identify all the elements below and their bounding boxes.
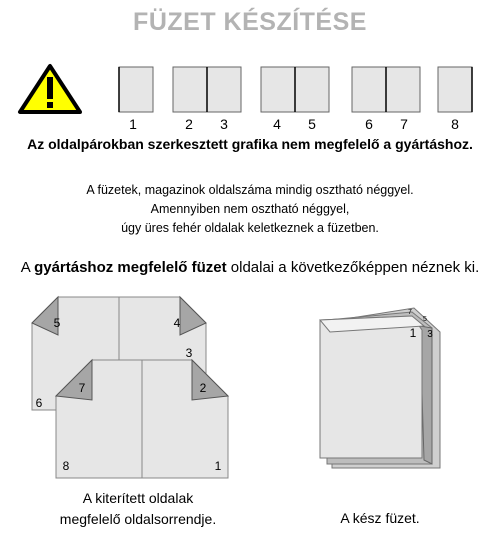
info-line-2: Amennyiben nem osztható néggyel, bbox=[150, 202, 350, 216]
info-line-1: A füzetek, magazinok oldalszáma mindig osztható néggyel. bbox=[86, 183, 414, 197]
front-sheet bbox=[56, 360, 228, 478]
page-spread-6-7 bbox=[352, 67, 420, 112]
spread-page-8: 8 bbox=[62, 459, 70, 473]
page-label-1: 1 bbox=[129, 116, 137, 132]
intro-bold: gyártáshoz megfelelő füzet bbox=[34, 259, 227, 276]
page-label-2: 2 bbox=[185, 116, 193, 132]
spread-page-6: 6 bbox=[35, 396, 43, 410]
info-text bbox=[0, 181, 500, 238]
spread-page-1: 1 bbox=[214, 459, 222, 473]
page-label-4: 4 bbox=[273, 116, 281, 132]
booklet-page-7: 7 bbox=[408, 309, 412, 316]
booklet-page-1: 1 bbox=[409, 326, 417, 340]
finished-booklet bbox=[320, 308, 440, 468]
caption-spread-line-1: A kiterített oldalak bbox=[82, 490, 194, 506]
intro-after: oldalai a következőképpen néznek ki. bbox=[226, 259, 480, 276]
page-single-1 bbox=[119, 67, 153, 112]
page-single-8 bbox=[438, 67, 472, 112]
page-title: FÜZET KÉSZÍTÉSE bbox=[133, 8, 367, 36]
caption-spread bbox=[18, 488, 258, 530]
caption-spread-line-2: megfelelő oldalsorrendje. bbox=[59, 511, 217, 527]
page-label-6: 6 bbox=[365, 116, 373, 132]
info-line-3: úgy üres fehér oldalak keletkeznek a füzetben. bbox=[121, 221, 379, 235]
spread-page-7: 7 bbox=[78, 381, 86, 395]
page-label-7: 7 bbox=[400, 116, 408, 132]
spread-page-3: 3 bbox=[185, 346, 193, 360]
spread-page-5: 5 bbox=[53, 316, 61, 330]
booklet-page-3: 3 bbox=[427, 329, 433, 340]
page-label-5: 5 bbox=[308, 116, 316, 132]
page-spread-4-5 bbox=[261, 67, 329, 112]
warning-icon bbox=[20, 66, 80, 112]
intro-text bbox=[0, 259, 500, 276]
page-label-3: 3 bbox=[220, 116, 228, 132]
page-label-8: 8 bbox=[451, 116, 459, 132]
warning-text: Az oldalpárokban szerkesztett grafika nem megfelelő a gyártáshoz. bbox=[27, 136, 473, 152]
booklet-page-5: 5 bbox=[423, 316, 427, 323]
spread-page-2: 2 bbox=[199, 381, 207, 395]
front-right-fold bbox=[192, 360, 228, 400]
page-spread-2-3 bbox=[173, 67, 241, 112]
spread-page-4: 4 bbox=[173, 316, 181, 330]
intro-before: A bbox=[20, 259, 35, 276]
caption-booklet: A kész füzet. bbox=[340, 510, 420, 526]
